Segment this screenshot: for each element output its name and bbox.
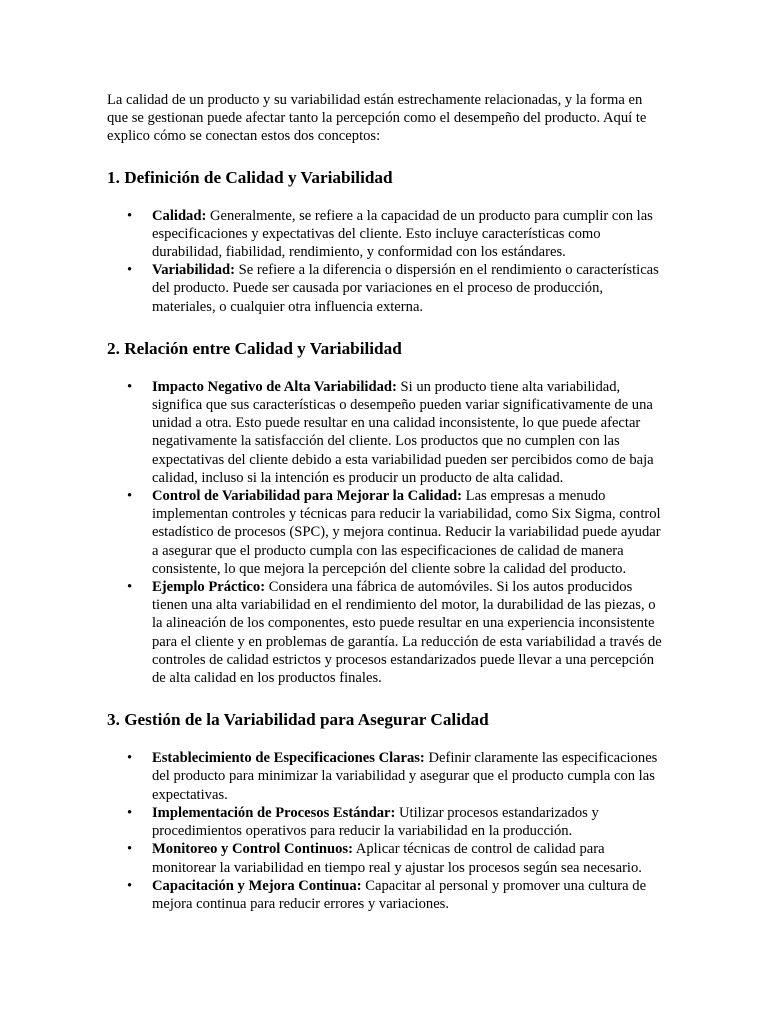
list-item bbox=[127, 877, 663, 913]
item-term: Variabilidad: bbox=[152, 262, 235, 279]
item-term: Implementación de Procesos Estándar: bbox=[152, 804, 396, 821]
intro-paragraph: La calidad de un producto y su variabilidad están estrechamente relacionadas, y la forma en que se gestionan puede afectar tanto la percepción como el desempeño del producto. Aquí te explico cómo se conectan estos dos conceptos: bbox=[107, 92, 647, 145]
bullet-icon: • bbox=[127, 378, 133, 395]
list-item bbox=[127, 749, 663, 804]
section-list-gestion bbox=[107, 749, 663, 913]
list-item bbox=[127, 840, 663, 876]
section-heading-definicion: 1. Definición de Calidad y Variabilidad bbox=[107, 167, 393, 187]
item-term: Establecimiento de Especificaciones Claras: bbox=[152, 750, 425, 767]
list-item bbox=[127, 487, 663, 578]
list-item bbox=[127, 804, 663, 840]
item-term: Monitoreo y Control Continuos: bbox=[152, 841, 353, 858]
item-text: Capacitar al personal y promover una cultura de mejora continua para reducir errores y variaciones. bbox=[152, 877, 647, 912]
bullet-icon: • bbox=[127, 488, 133, 505]
item-text: Si un producto tiene alta variabilidad, significa que sus características o desempeño pueden variar significativamente de una unidad a otra. Esto puede resultar en una calidad inconsistente, lo que puede afectar negativamente la satisfacción del cliente. Los productos que no cumplen con las expectativas del cliente debido a esta variabilidad pueden ser percibidos como de baja calidad, incluso si la intención es producir un producto de alta calidad. bbox=[152, 378, 654, 486]
document-body bbox=[107, 91, 663, 913]
item-term: Control de Variabilidad para Mejorar la Calidad: bbox=[152, 488, 463, 505]
item-term: Impacto Negativo de Alta Variabilidad: bbox=[152, 378, 397, 395]
bullet-icon: • bbox=[127, 804, 133, 821]
item-term: Capacitación y Mejora Continua: bbox=[152, 877, 362, 894]
bullet-icon: • bbox=[127, 750, 133, 767]
item-term: Calidad: bbox=[152, 207, 207, 224]
item-text: Aplicar técnicas de control de calidad para monitorear la variabilidad en tiempo real y ajustar los procesos según sea necesario. bbox=[152, 841, 642, 876]
item-text: Se refiere a la diferencia o dispersión en el rendimiento o características del producto. Puede ser causada por variaciones en el proceso de producción, materiales, o cualquier otra influencia externa. bbox=[152, 262, 659, 315]
item-text: Utilizar procesos estandarizados y procedimientos operativos para reducir la variabilidad en la producción. bbox=[152, 804, 599, 840]
list-item bbox=[127, 261, 663, 316]
item-text: Generalmente, se refiere a la capacidad de un producto para cumplir con las especificaciones y expectativas del cliente. Esto incluye características como durabilidad, fiabilidad, rendimiento, y conformidad con los estándares. bbox=[152, 207, 653, 261]
section-list-definicion bbox=[107, 207, 663, 316]
item-term: Ejemplo Práctico: bbox=[152, 579, 266, 596]
section-heading-gestion: 3. Gestión de la Variabilidad para Asegurar Calidad bbox=[107, 710, 489, 730]
bullet-icon: • bbox=[127, 579, 133, 596]
list-item bbox=[127, 378, 663, 487]
item-text: Las empresas a menudo implementan controles y técnicas para reducir la variabilidad, como Six Sigma, control estadístico de procesos (SPC), y mejora continua. Reducir la variabilidad puede ayudar a asegurar que el producto cumpla con las especificaciones de calidad de manera consistente, lo que mejora la percepción del cliente sobre la calidad del producto. bbox=[152, 488, 661, 577]
bullet-icon: • bbox=[127, 841, 133, 858]
section-list-relacion bbox=[107, 378, 663, 687]
list-item bbox=[127, 207, 663, 262]
item-text: Considera una fábrica de automóviles. Si los autos producidos tienen una alta variabilidad en el rendimiento del motor, la durabilidad de las piezas, o la alineación de los componentes, esto puede resultar en una experiencia inconsistente para el cliente y en problemas de garantía. La reducción de esta variabilidad a través de controles de calidad estrictos y procesos estandarizados puede llevar a una percepción de alta calidad en los productos finales. bbox=[152, 579, 662, 687]
list-item bbox=[127, 578, 663, 687]
bullet-icon: • bbox=[127, 207, 133, 224]
section-heading-relacion: 2. Relación entre Calidad y Variabilidad bbox=[107, 338, 402, 358]
bullet-icon: • bbox=[127, 877, 133, 894]
item-text: Definir claramente las especificaciones del producto para minimizar la variabilidad y asegurar que el producto cumpla con las expectativas. bbox=[152, 750, 658, 803]
bullet-icon: • bbox=[127, 262, 133, 279]
